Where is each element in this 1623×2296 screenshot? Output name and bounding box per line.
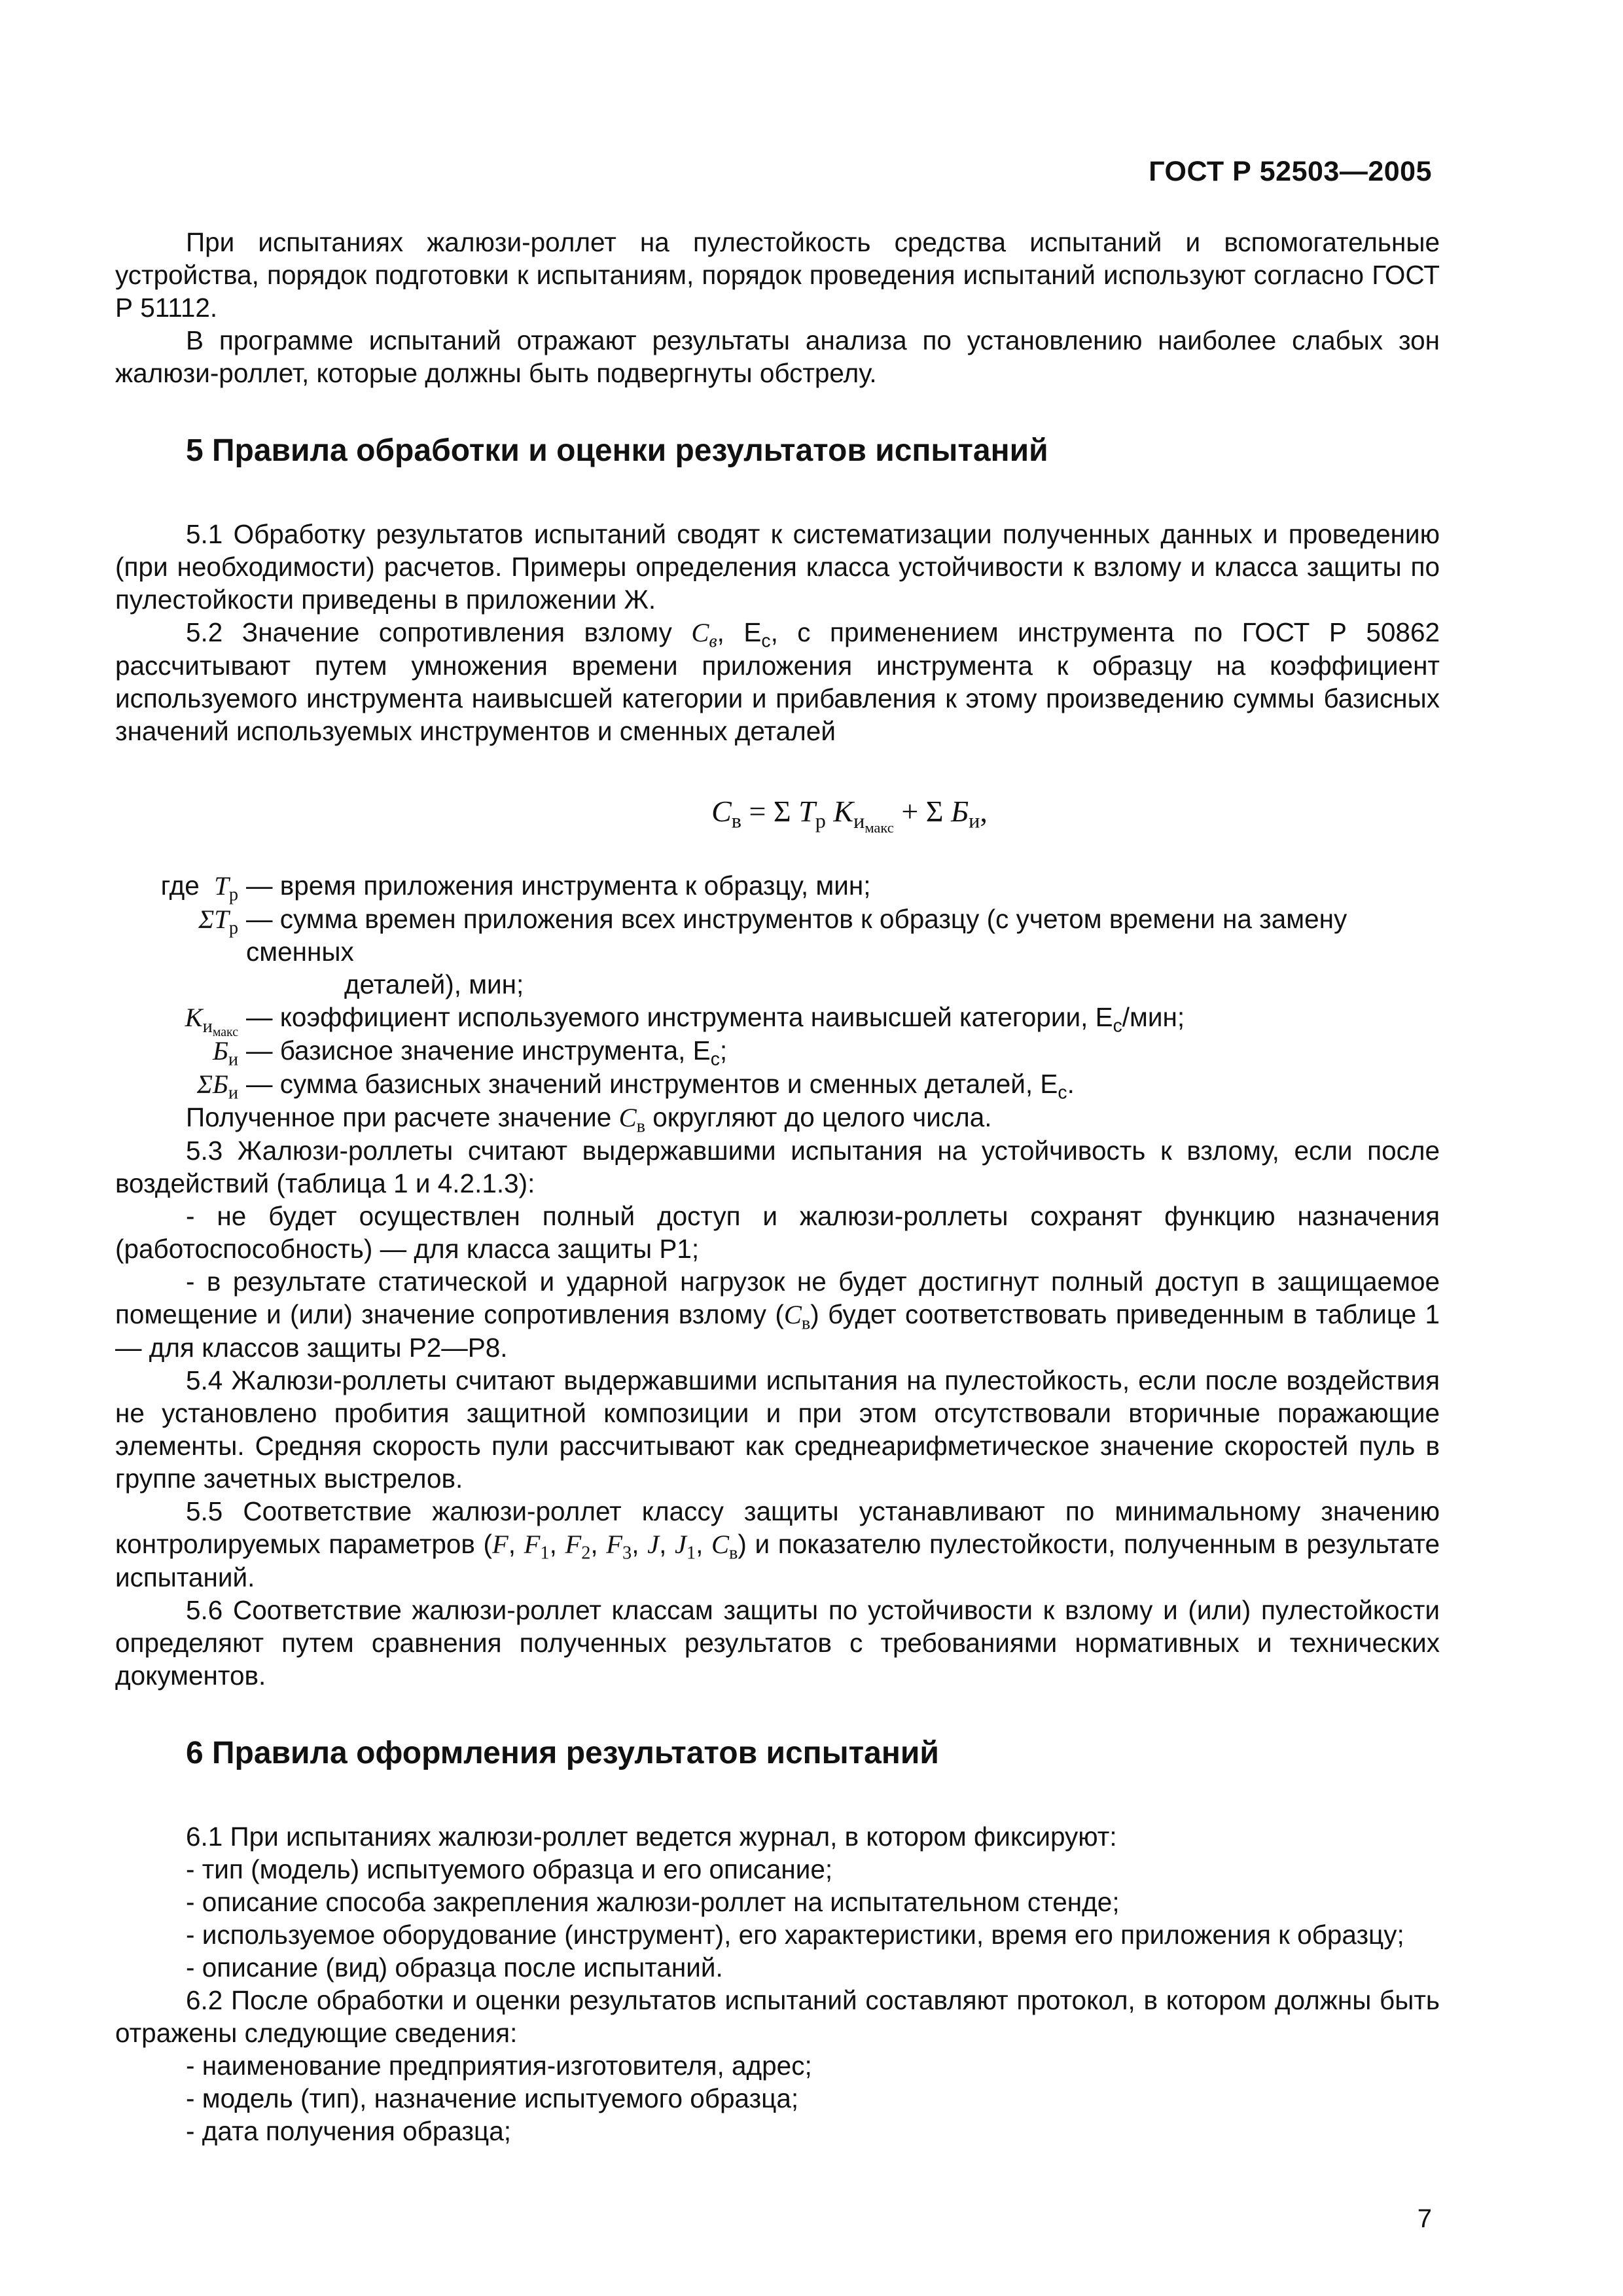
page-content	[115, 226, 1440, 2147]
formula-cv: $C_в = \Sigma$ $T_р$ $K_{и_{макс}} + \Sigma$ $Б_и$,	[711, 795, 988, 836]
clause-5-6: 5.6 Соответствие жалюзи-роллет классам защиты по устойчивости к взлому и (или) пулестойкости определяют путем сравнения полученных результатов с требованиями нормативных и технических документов.	[115, 1595, 1440, 1691]
page-number: 7	[1417, 2204, 1432, 2233]
clause-6-2: 6.2 После обработки и оценки результатов испытаний составляют протокол, в котором должны быть отражены следующие сведения:	[115, 1985, 1440, 2048]
intro-paragraph-2: В программе испытаний отражают результаты анализа по установлению наиболее слабых зон жалюзи-роллет, которые должны быть подвергнуты обстрелу.	[115, 325, 1440, 388]
section-6-heading: 6 Правила оформления результатов испытаний	[186, 1736, 939, 1770]
list-item: - описание (вид) образца после испытаний.	[186, 1952, 723, 1982]
document-code-header: ГОСТ Р 52503—2005	[1149, 156, 1432, 187]
list-item: - дата получения образца;	[186, 2116, 511, 2146]
definition-row: $\Sigma T_р$ — сумма времен приложения всех инструментов к образцу (с учетом времени на замену сменных деталей), мин;	[198, 904, 1347, 999]
definition-row: $Б_и$ — базисное значение инструмента, $Е_с$;	[212, 1035, 728, 1070]
list-item: - тип (модель) испытуемого образца и его описание;	[186, 1854, 833, 1884]
clause-5-3: 5.3 Жалюзи-роллеты считают выдержавшими испытания на устойчивость к взлому, если после воздействий (таблица 1 и 4.2.1.3):	[115, 1136, 1440, 1198]
definition-row: $\Sigma Б_и$ — сумма базисных значений инструментов и сменных деталей, $Е_с$.	[196, 1069, 1075, 1103]
definition-row: где $T_р$ — время приложения инструмента к образцу, мин;	[160, 870, 871, 905]
clause-5-3-item-2: - в результате статической и ударной нагрузок не будет достигнут полный доступ в защищаемое помещение и (или) значение сопротивления взлому $(C_в)$ будет соответствовать приведенным в таблице 1 — для классов защиты Р2—Р8.	[115, 1266, 1440, 1363]
clause-5-4: 5.4 Жалюзи-роллеты считают выдержавшими испытания на пулестойкость, если после воздействия не установлено пробития защитной композиции и при этом отсутствовали вторичные поражающие элементы. Средняя скорость пули рассчитывают как среднеарифметическое значение скоростей пуль в группе зачетных выстрелов.	[115, 1365, 1440, 1494]
clause-6-1: 6.1 При испытаниях жалюзи-роллет ведется журнал, в котором фиксируют:	[186, 1821, 1117, 1852]
list-item: - описание способа закрепления жалюзи-роллет на испытательном стенде;	[186, 1887, 1120, 1917]
list-item: - наименование предприятия-изготовителя, адрес;	[186, 2051, 812, 2081]
formula-definitions	[115, 869, 1440, 1101]
list-item: - используемое оборудование (инструмент), его характеристики, время его приложения к образцу;	[186, 1920, 1404, 1950]
clause-5-3-item-1: - не будет осуществлен полный доступ и жалюзи-роллеты сохранят функцию назначения (работоспособность) — для класса защиты Р1;	[115, 1201, 1440, 1264]
clause-5-2: 5.2 Значение сопротивления взлому $C_в$, $Е_с$, с применением инструмента по ГОСТ Р 50862 рассчитывают путем умножения времени приложения инструмента к образцу на коэффициент используемого инструмента наивысшей категории и прибавления к этому произведению суммы базисных значений используемых инструментов и сменных деталей	[115, 617, 1440, 746]
list-item: - модель (тип), назначение испытуемого образца;	[186, 2083, 799, 2113]
definition-row: $K_{и_{макс}}$ — коэффициент используемого инструмента наивысшей категории, $Е_с$/мин;	[185, 1002, 1185, 1039]
intro-paragraph-1: При испытаниях жалюзи-роллет на пулестойкость средства испытаний и вспомогательные устройства, порядок подготовки к испытаниям, порядок проведения испытаний используют согласно ГОСТ Р 51112.	[115, 227, 1440, 323]
clause-5-5: 5.5 Соответствие жалюзи-роллет классу защиты устанавливают по минимальному значению контролируемых параметров (F, $F_1$, $F_2$, $F_3$, J, $J_1$, $C_в$) и показателю пулестойкости, полученным в результате испытаний.	[115, 1496, 1440, 1592]
symbol-cv: $C_в$	[691, 618, 717, 652]
unit-ec-sub: с	[761, 630, 771, 652]
rounding-note: Полученное при расчете значение $C_в$ округляют до целого числа.	[186, 1102, 992, 1137]
clause-5-1: 5.1 Обработку результатов испытаний сводят к систематизации полученных данных и проведению (при необходимости) расчетов. Примеры определения класса устойчивости к взлому и класса защиты по пулестойкости приведены в приложении Ж.	[115, 519, 1440, 615]
where-label: где	[160, 870, 200, 901]
section-5-heading: 5 Правила обработки и оценки результатов испытаний	[186, 433, 1048, 468]
